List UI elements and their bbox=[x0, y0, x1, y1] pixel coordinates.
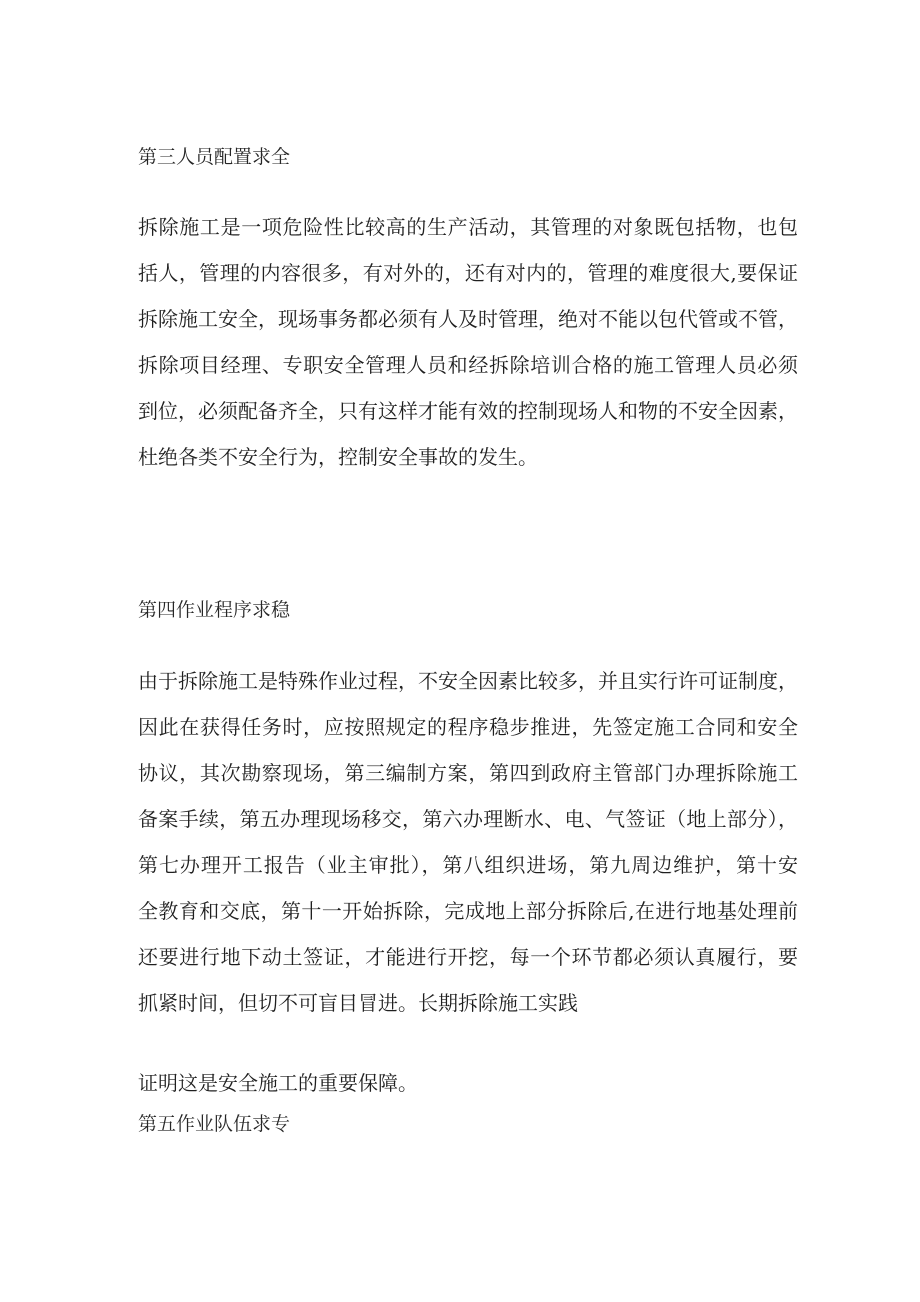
section-paragraph-4 bbox=[138, 658, 798, 1026]
paragraph-line: 第七办理开工报告（业主审批），第八组织进场，第九周边维护，第十安 bbox=[138, 853, 798, 877]
section-heading-3: 第三人员配置求全 bbox=[138, 146, 291, 168]
section-paragraph-3 bbox=[138, 204, 798, 480]
paragraph-line: 还要进行地下动土签证，才能进行开挖，每一个环节都必须认真履行，要 bbox=[138, 945, 798, 969]
section-heading-5: 第五作业队伍求专 bbox=[138, 1113, 291, 1135]
paragraph-line: 拆除施工是一项危险性比较高的生产活动，其管理的对象既包括物，也包 bbox=[138, 215, 798, 239]
section-paragraph-4-continued bbox=[138, 1060, 798, 1106]
paragraph-line: 杜绝各类不安全行为，控制安全事故的发生。 bbox=[138, 445, 538, 469]
paragraph-line: 抓紧时间，但切不可盲目冒进。长期拆除施工实践 bbox=[138, 991, 578, 1015]
section-heading-4: 第四作业程序求稳 bbox=[138, 599, 291, 621]
paragraph-line: 到位，必须配备齐全，只有这样才能有效的控制现场人和物的不安全因素， bbox=[138, 399, 798, 423]
paragraph-line: 拆除施工安全，现场事务都必须有人及时管理，绝对不能以包代管或不管， bbox=[138, 307, 798, 331]
paragraph-line: 因此在获得任务时，应按照规定的程序稳步推进，先签定施工合同和安全 bbox=[138, 715, 798, 739]
paragraph-line: 备案手续，第五办理现场移交，第六办理断水、电、气签证（地上部分）， bbox=[138, 807, 798, 831]
paragraph-line: 协议，其次勘察现场，第三编制方案，第四到政府主管部门办理拆除施工 bbox=[138, 761, 798, 785]
paragraph-line: 由于拆除施工是特殊作业过程，不安全因素比较多，并且实行许可证制度， bbox=[138, 669, 798, 693]
paragraph-line: 证明这是安全施工的重要保障。 bbox=[138, 1071, 418, 1095]
paragraph-line: 全教育和交底，第十一开始拆除，完成地上部分拆除后,在进行地基处理前 bbox=[138, 899, 798, 923]
paragraph-line: 拆除项目经理、专职安全管理人员和经拆除培训合格的施工管理人员必须 bbox=[138, 353, 798, 377]
paragraph-line: 括人，管理的内容很多，有对外的，还有对内的，管理的难度很大,要保证 bbox=[138, 261, 798, 285]
